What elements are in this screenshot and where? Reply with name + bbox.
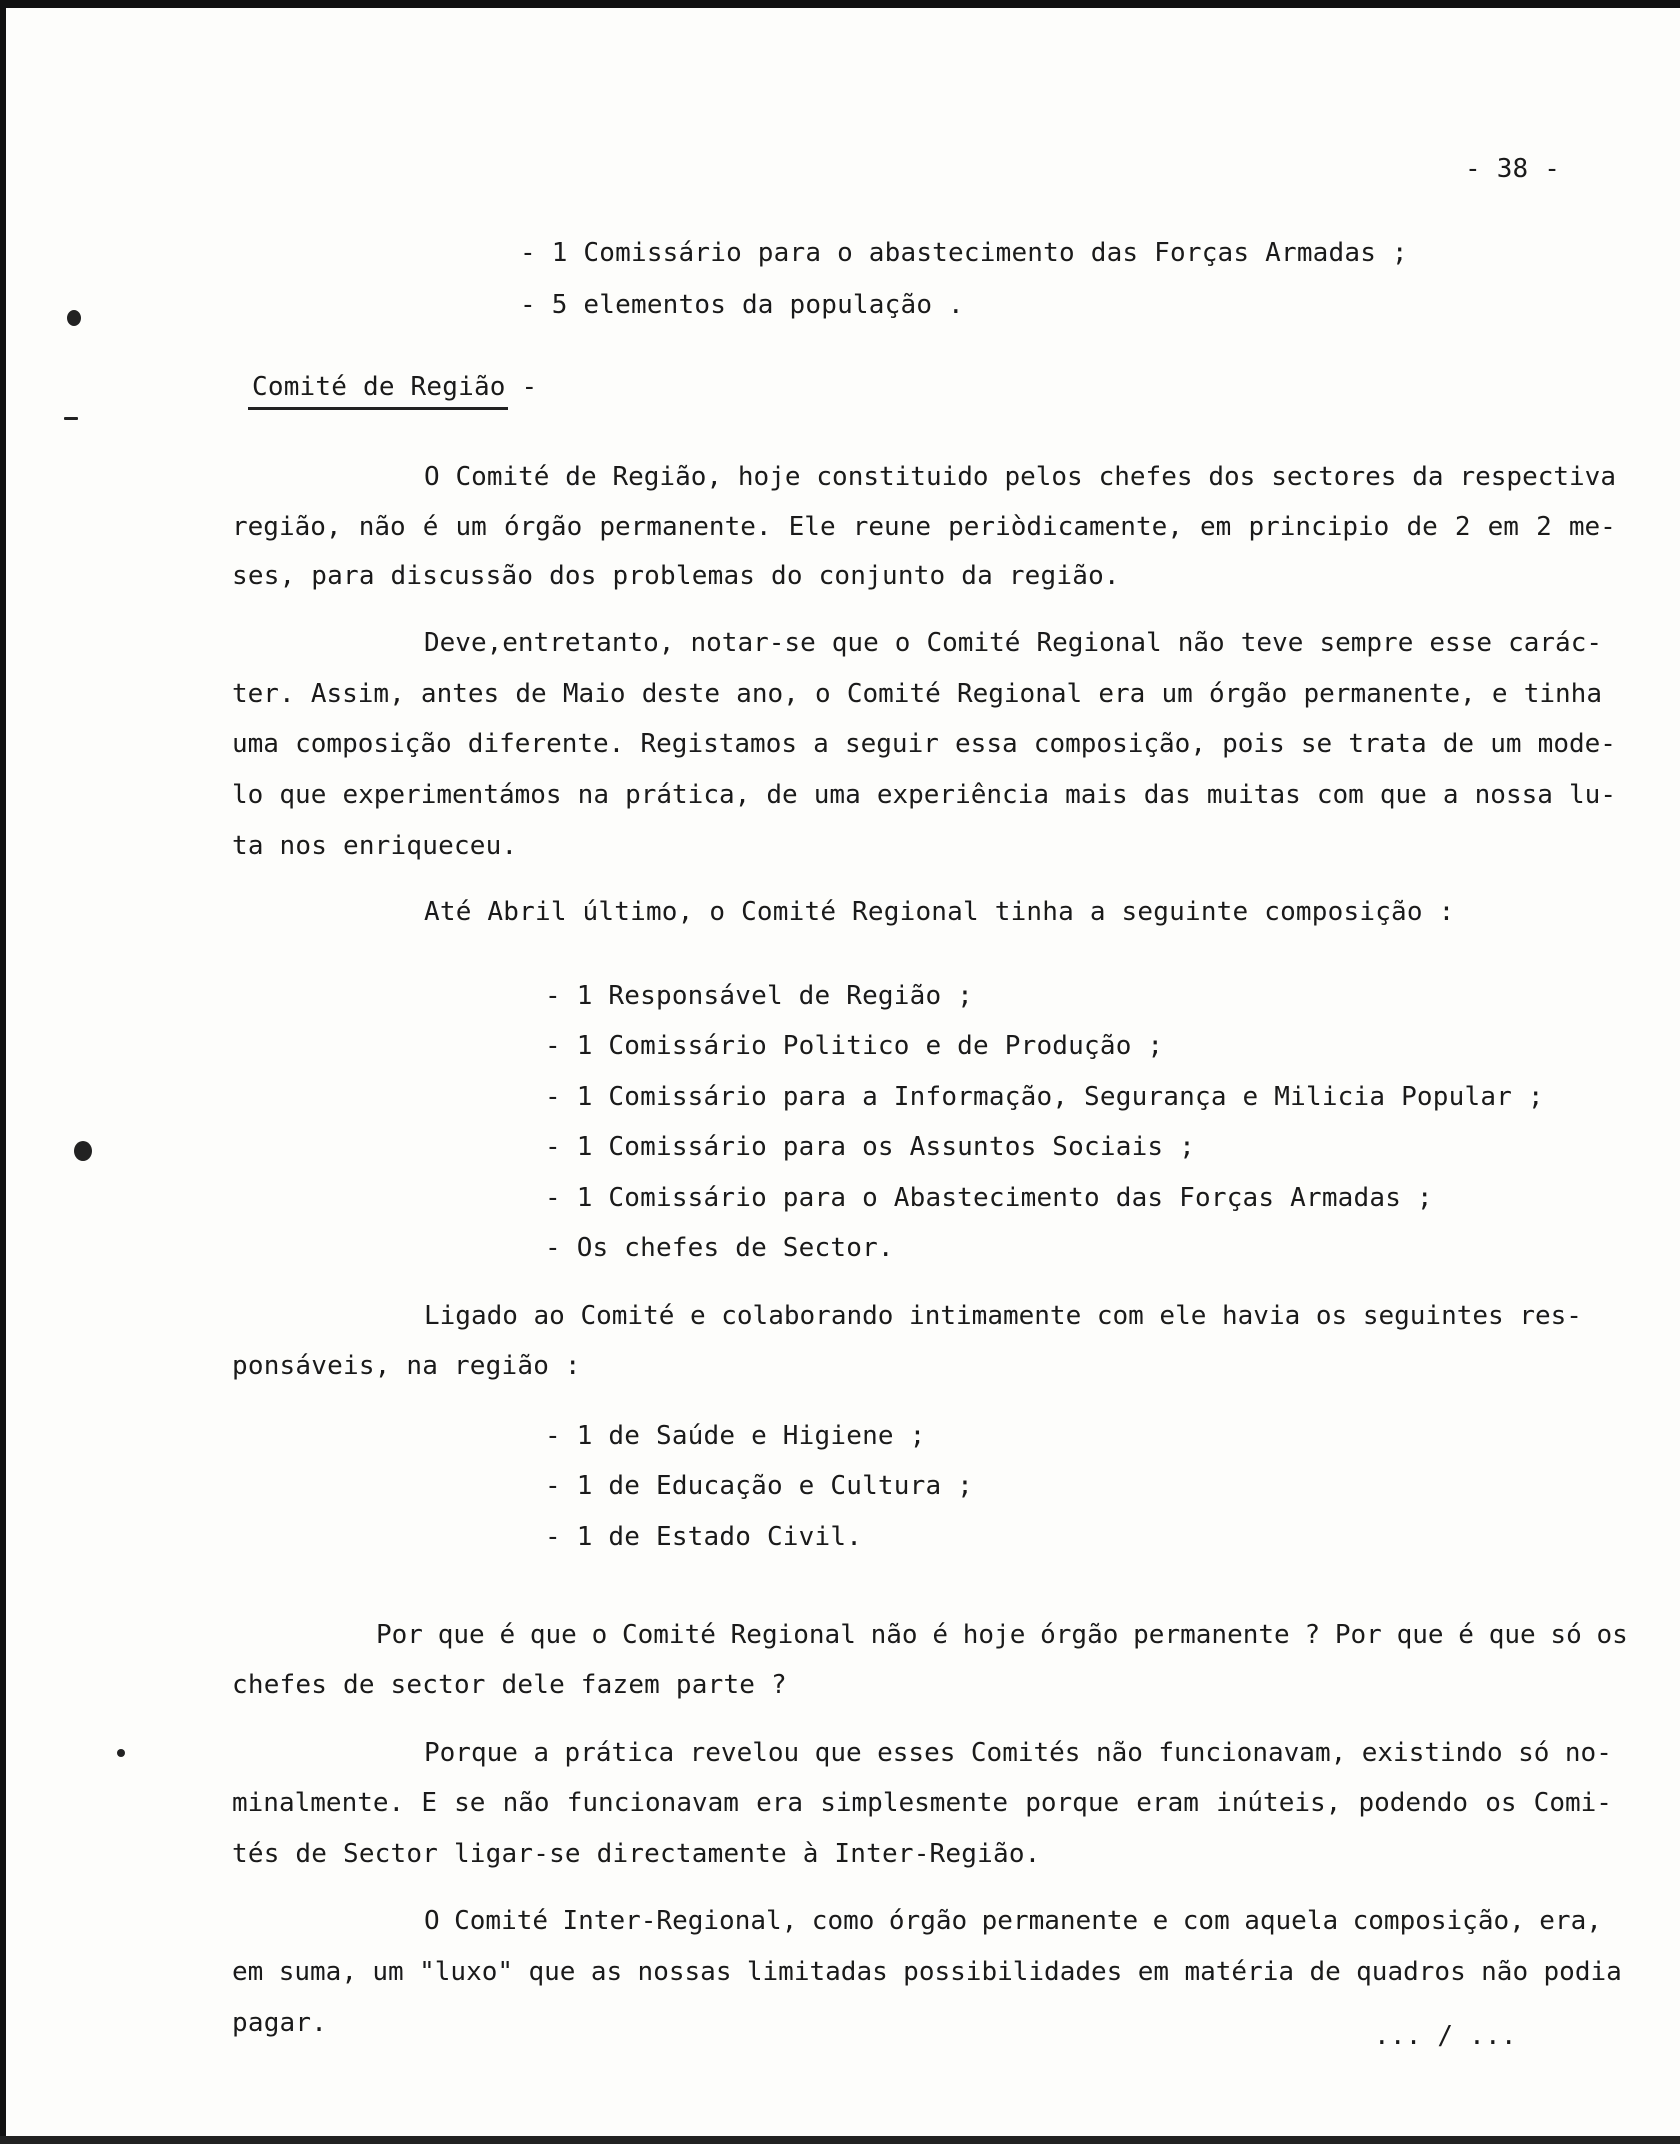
- word: podendo: [1358, 1788, 1469, 1818]
- word: se: [1300, 729, 1333, 759]
- list-item: - 1 Responsável de Região ;: [545, 981, 974, 1011]
- word: possibilidades: [903, 1957, 1123, 1987]
- word: que: [831, 628, 879, 658]
- word: era: [756, 1788, 804, 1818]
- heading-underline: [248, 407, 508, 410]
- word: matéria: [1184, 1957, 1295, 1987]
- word: a: [813, 729, 829, 759]
- word: Comité: [926, 628, 1021, 658]
- word: sempre: [1319, 628, 1414, 658]
- paragraph-line: chefes de sector dele fazem parte ?: [232, 1670, 787, 1700]
- word: notar-se: [690, 628, 816, 658]
- word: existindo: [1361, 1738, 1503, 1768]
- word: Porque: [424, 1738, 518, 1768]
- word: teve: [1240, 628, 1304, 658]
- word: os: [1315, 1301, 1348, 1331]
- word: órgão: [1209, 679, 1288, 709]
- word: é: [499, 1620, 516, 1650]
- scan-border-left: [0, 0, 6, 2144]
- word: suma,: [278, 1957, 357, 1987]
- word: ao: [533, 1301, 565, 1331]
- list-item: - 1 de Estado Civil.: [545, 1522, 863, 1552]
- word: de: [1309, 1957, 1341, 1987]
- word: não: [1481, 1957, 1529, 1987]
- word: Ligado: [424, 1301, 518, 1331]
- word: como: [811, 1906, 875, 1936]
- word: que: [814, 1738, 862, 1768]
- word: Deve,entretanto,: [424, 628, 675, 658]
- word: permanente,: [1303, 679, 1476, 709]
- word: e: [689, 1301, 706, 1331]
- continuation-mark: ... / ...: [1374, 2021, 1517, 2051]
- word: aquela: [1244, 1906, 1339, 1936]
- word: órgão: [1040, 1620, 1119, 1650]
- word: seguintes: [1362, 1301, 1504, 1331]
- page-number: - 38 -: [1465, 154, 1561, 184]
- word: havia: [1222, 1301, 1301, 1331]
- paragraph-line: [232, 514, 1616, 540]
- word: é: [422, 512, 439, 542]
- paragraph-line: [424, 1740, 1612, 1766]
- word: que: [1379, 780, 1427, 810]
- word: que: [279, 780, 327, 810]
- list-item: - Os chefes de Sector.: [545, 1233, 894, 1263]
- word: em: [232, 1957, 264, 1987]
- word: eram: [1136, 1788, 1199, 1818]
- paragraph-line: [232, 782, 1616, 808]
- word: com: [1182, 1906, 1230, 1936]
- word: simplesmente: [820, 1788, 1009, 1818]
- word: não: [870, 1620, 918, 1650]
- word: Regional: [956, 679, 1083, 709]
- paragraph-line: [376, 1622, 1628, 1648]
- word: limitadas: [746, 1957, 888, 1987]
- word: muitas: [1206, 780, 1301, 810]
- word: os: [1596, 1620, 1628, 1650]
- word: 2: [1454, 512, 1471, 542]
- word: só: [1550, 1620, 1582, 1650]
- word: Regional: [1036, 628, 1162, 658]
- word: dos: [1208, 462, 1256, 492]
- paragraph-line: [424, 1303, 1582, 1329]
- word: composição,: [1033, 729, 1206, 759]
- word: Comité: [846, 679, 941, 709]
- word: trata: [1348, 729, 1427, 759]
- word: pelos: [1004, 462, 1083, 492]
- word: se: [454, 1788, 486, 1818]
- word: um: [455, 512, 487, 542]
- word: as: [590, 1957, 623, 1987]
- paragraph-line: Até Abril último, o Comité Regional tinha a seguinte composição :: [424, 897, 1455, 927]
- word: Comité: [454, 1906, 549, 1936]
- word: os: [1485, 1788, 1517, 1818]
- word: funcionavam,: [1158, 1738, 1347, 1768]
- word: pois: [1222, 729, 1285, 759]
- word: prática: [564, 1738, 675, 1768]
- word: o: [814, 679, 831, 709]
- word: não: [1095, 1738, 1143, 1768]
- word: O: [424, 462, 440, 492]
- word: constituido: [816, 462, 989, 492]
- word: uma: [813, 780, 861, 810]
- word: Comi-: [1533, 1788, 1612, 1818]
- word: é: [1458, 1620, 1474, 1650]
- word: respectiva: [1459, 462, 1616, 492]
- paragraph-line: ta nos enriqueceu.: [232, 831, 518, 861]
- word: é: [932, 1620, 948, 1650]
- list-item: - 1 Comissário para a Informação, Segurança e Milicia Popular ;: [545, 1082, 1544, 1112]
- word: carác-: [1508, 628, 1602, 658]
- word: uma: [232, 729, 279, 759]
- word: que: [1488, 1620, 1536, 1650]
- word: das: [1143, 780, 1191, 810]
- word: com: [1316, 780, 1364, 810]
- word: prática,: [625, 780, 751, 810]
- word: era: [1098, 679, 1146, 709]
- word: o: [894, 628, 911, 658]
- word: Por: [376, 1620, 423, 1650]
- word: antes: [420, 679, 500, 709]
- word: Registamos: [640, 729, 798, 759]
- word: hoje: [737, 462, 801, 492]
- word: essa: [955, 729, 1018, 759]
- word: região,: [232, 512, 342, 542]
- word: intimamente: [909, 1301, 1082, 1331]
- word: de: [515, 679, 547, 709]
- word: Comité: [621, 1620, 716, 1650]
- word: no-: [1564, 1738, 1612, 1768]
- word: um: [1161, 679, 1193, 709]
- word: não: [1177, 628, 1225, 658]
- word: mode-: [1537, 729, 1616, 759]
- word: hoje: [962, 1620, 1026, 1650]
- word: a: [1442, 780, 1459, 810]
- word: em: [1487, 512, 1519, 542]
- section-heading: Comité de Região -: [252, 372, 538, 402]
- word: Por: [1334, 1620, 1382, 1650]
- paragraph-line: [232, 1790, 1612, 1816]
- paragraph-line: ses, para discussão dos problemas do conjunto da região.: [232, 561, 1120, 591]
- paragraph-line: [424, 1908, 1602, 1934]
- word: de: [1442, 729, 1475, 759]
- word: na: [577, 780, 609, 810]
- word: seguir: [844, 729, 939, 759]
- word: só: [1518, 1738, 1550, 1768]
- word: o: [591, 1620, 608, 1650]
- word: permanente: [981, 1906, 1139, 1936]
- word: chefes: [1098, 462, 1193, 492]
- word: podia: [1543, 1957, 1622, 1987]
- word: quadros: [1356, 1957, 1466, 1987]
- word: com: [1096, 1301, 1144, 1331]
- word: lo: [232, 780, 264, 810]
- word: não: [502, 1788, 550, 1818]
- word: nossa: [1474, 780, 1553, 810]
- word: 2: [1536, 512, 1552, 542]
- word: Comité: [455, 462, 550, 492]
- paragraph-line: [232, 1959, 1622, 1985]
- word: colaborando: [721, 1301, 894, 1331]
- word: "luxo": [419, 1957, 514, 1987]
- word: inúteis,: [1216, 1788, 1342, 1818]
- word: reune: [852, 512, 931, 542]
- paragraph-line: [424, 464, 1616, 490]
- word: que: [528, 1957, 576, 1987]
- word: experiência: [876, 780, 1049, 810]
- word: diferente.: [467, 729, 625, 759]
- word: lu-: [1569, 780, 1616, 810]
- paragraph-line: ponsáveis, na região :: [232, 1351, 581, 1381]
- word: Comité: [580, 1301, 675, 1331]
- scan-border-top: [0, 0, 1680, 8]
- word: Maio: [562, 679, 626, 709]
- word: Comités: [970, 1738, 1081, 1768]
- word: ?: [1304, 1620, 1321, 1650]
- word: Ele: [788, 512, 836, 542]
- word: principio: [1248, 512, 1390, 542]
- word: porque: [1025, 1788, 1120, 1818]
- word: me-: [1568, 512, 1616, 542]
- word: tinha: [1523, 679, 1602, 709]
- word: de: [1406, 512, 1438, 542]
- word: em: [1200, 512, 1232, 542]
- word: a: [533, 1738, 550, 1768]
- word: permanente.: [599, 512, 772, 542]
- word: ele: [1159, 1301, 1207, 1331]
- word: composição: [295, 729, 452, 759]
- word: permanente: [1133, 1620, 1290, 1650]
- list-item: - 1 Comissário para o Abastecimento das Forças Armadas ;: [545, 1183, 1433, 1213]
- paragraph-line: pagar.: [232, 2008, 328, 2038]
- list-item: - 1 Comissário Politico e de Produção ;: [545, 1031, 1164, 1061]
- paragraph-line: [424, 630, 1602, 656]
- word: e: [1491, 679, 1508, 709]
- punch-hole-mark: [74, 1141, 92, 1161]
- word: deste: [641, 679, 720, 709]
- word: Região,: [612, 462, 723, 492]
- scan-speck: [64, 417, 78, 420]
- paragraph-line: [232, 681, 1602, 707]
- paragraph-line: [232, 731, 1616, 757]
- word: um: [372, 1957, 404, 1987]
- word: que: [1396, 1620, 1444, 1650]
- punch-hole-mark: [67, 310, 81, 326]
- list-item: - 1 Comissário para os Assuntos Sociais ;: [545, 1132, 1195, 1162]
- word: sectores: [1271, 462, 1397, 492]
- word: que: [437, 1620, 485, 1650]
- list-item: - 1 de Saúde e Higiene ;: [545, 1421, 926, 1451]
- word: da: [1412, 462, 1444, 492]
- word: era,: [1539, 1906, 1602, 1936]
- list-item: - 1 de Educação e Cultura ;: [545, 1471, 974, 1501]
- word: O: [424, 1906, 440, 1936]
- word: funcionavam: [566, 1788, 739, 1818]
- word: ter.: [232, 679, 295, 709]
- scan-speck: [117, 1749, 125, 1757]
- paragraph-line: tés de Sector ligar-se directamente à Inter-Região.: [232, 1839, 1041, 1869]
- word: esses: [877, 1738, 956, 1768]
- word: Assim,: [310, 679, 405, 709]
- word: experimentámos: [342, 780, 562, 810]
- word: e: [1152, 1906, 1169, 1936]
- word: minalmente.: [232, 1788, 405, 1818]
- list-item: - 5 elementos da população .: [520, 290, 964, 320]
- word: Inter-Regional,: [562, 1906, 798, 1936]
- list-item: - 1 Comissário para o abastecimento das Forças Armadas ;: [520, 238, 1408, 268]
- word: periòdicamente,: [948, 512, 1183, 542]
- word: não: [358, 512, 406, 542]
- word: esse: [1429, 628, 1493, 658]
- word: de: [565, 462, 597, 492]
- word: revelou: [689, 1738, 800, 1768]
- word: um: [1490, 729, 1522, 759]
- word: nossas: [637, 1957, 732, 1987]
- word: órgão: [503, 512, 583, 542]
- word: Regional: [730, 1620, 856, 1650]
- word: mais: [1065, 780, 1128, 810]
- word: composição,: [1352, 1906, 1525, 1936]
- word: res-: [1519, 1301, 1582, 1331]
- word: que: [529, 1620, 577, 1650]
- word: E: [421, 1788, 437, 1818]
- word: em: [1137, 1957, 1170, 1987]
- scan-border-bottom: [0, 2136, 1680, 2144]
- word: ano,: [736, 679, 799, 709]
- word: de: [766, 780, 798, 810]
- word: órgão: [888, 1906, 968, 1936]
